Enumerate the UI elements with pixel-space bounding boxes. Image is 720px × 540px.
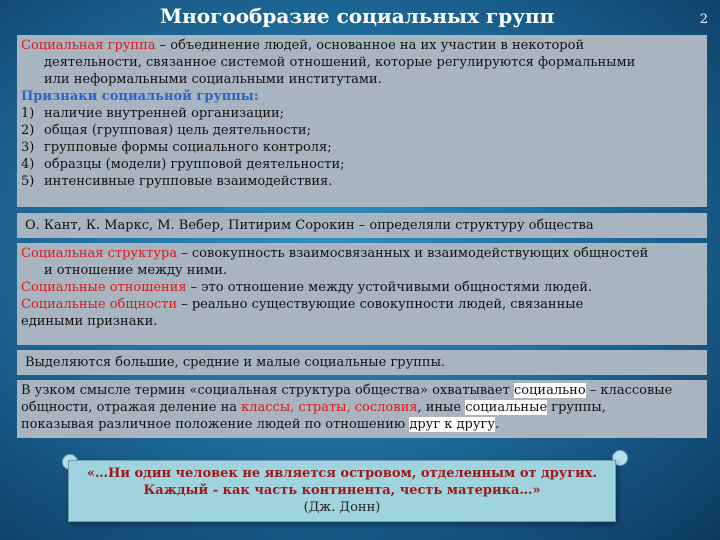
slide-number: 2 xyxy=(699,12,708,27)
definition-box xyxy=(17,35,707,207)
list-item: 5) интенсивные групповые взаимодействия. xyxy=(21,174,333,189)
list-item: 2) общая (групповая) цель деятельности; xyxy=(21,123,311,138)
communities-term: Социальные общности xyxy=(21,297,178,312)
definition-text: – объединение людей, основанное на их участии в некоторой xyxy=(155,38,585,53)
features-heading: Признаки социальной группы: xyxy=(21,89,259,104)
authors-text: О. Кант, К. Маркс, М. Вебер, Питирим Сорокин – определяли структуру общества xyxy=(25,218,594,233)
features-list xyxy=(21,105,703,190)
slide-title: Многообразие социальных групп xyxy=(160,4,555,28)
structure-term: Социальная структура xyxy=(21,246,178,261)
structure-box: Социальная структура – совокупность взаимосвязанных и взаимодействующих общностей и отношение между ними. Социальные отношения – это отношение между устойчивыми общностями людей. Социальные общности – реально существующие совокупности людей, связанные едиными признаки. xyxy=(17,243,707,345)
definition-text-2: деятельности, связанное системой отношений, которые регулируются формальными xyxy=(44,55,636,70)
authors-box xyxy=(17,213,707,238)
relations-term: Социальные отношения xyxy=(21,280,187,295)
narrow-sense-box: В узком смысле термин «социальная структура общества» охватывает социально – классовые общности, отражая деление на классы, страты, сословия, иные социальные группы, показывая различное положение людей по отношению друг к другу. xyxy=(17,380,707,438)
definition-term: Социальная группа xyxy=(21,38,156,53)
definition-text-3: или неформальными социальными институтами. xyxy=(44,72,382,87)
quote-line-2: Каждый - как часть континента, честь материка…» xyxy=(143,483,541,498)
list-item: 4) образцы (модели) групповой деятельности; xyxy=(21,157,345,172)
quote-scroll xyxy=(62,450,628,525)
quote-line-1: «…Ни один человек не является островом, отделенным от других. xyxy=(86,466,598,481)
quote-author: (Дж. Донн) xyxy=(303,500,381,515)
quote-box xyxy=(68,460,616,522)
group-sizes-text: Выделяются большие, средние и малые социальные группы. xyxy=(25,355,446,370)
group-sizes-box xyxy=(17,350,707,375)
list-item: 1) наличие внутренней организации; xyxy=(21,106,285,121)
list-item: 3) групповые формы социального контроля; xyxy=(21,140,332,155)
definition-line xyxy=(21,37,703,54)
